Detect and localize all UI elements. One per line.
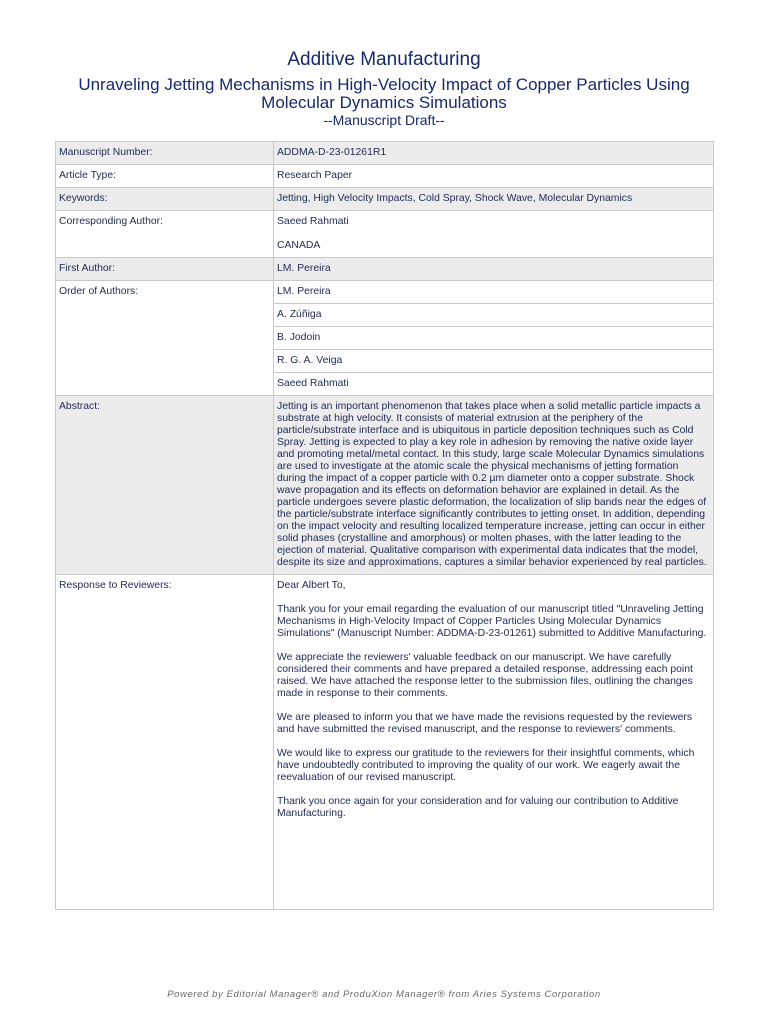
keywords-label: Keywords:: [56, 188, 274, 211]
response-paragraph: Thank you once again for your consideration and for valuing our contribution to Additive Manufacturing.: [277, 796, 679, 819]
document-header: [0, 0, 768, 128]
table-row: [56, 211, 714, 258]
article-type-label: Article Type:: [56, 165, 274, 188]
corresponding-author-value: [274, 211, 714, 258]
author-item: LM. Pereira: [274, 281, 714, 304]
author-item: B. Jodoin: [274, 327, 714, 350]
corresponding-author-name: Saeed Rahmati: [277, 216, 349, 227]
footer-credit: Powered by Editorial Manager® and ProduXion Manager® from Aries Systems Corporation: [167, 989, 601, 1000]
response-paragraph: We would like to express our gratitude to the reviewers for their insightful comments, which have undoubtedly contributed to improving the quality of our work. We eagerly await the reevaluation of our revised manuscript.: [277, 748, 695, 783]
manuscript-number-value: ADDMA-D-23-01261R1: [274, 142, 714, 165]
author-item: R. G. A. Veiga: [274, 350, 714, 373]
author-item: A. Zúñiga: [274, 304, 714, 327]
manuscript-title: Unraveling Jetting Mechanisms in High-Velocity Impact of Copper Particles Using Molecular Dynamics Simulations: [78, 75, 690, 112]
response-paragraph: Thank you for your email regarding the evaluation of our manuscript titled "Unraveling Jetting Mechanisms in High-Velocity Impact of Copper Particles Using Molecular Dynamics Simulations" (Manuscript Number: ADDMA-D-23-01261) submitted to Additive Manufacturing.: [277, 604, 707, 639]
response-paragraph: We appreciate the reviewers' valuable feedback on our manuscript. We have carefully considered their comments and have prepared a detailed response, addressing each point raised. We have attached the response letter to the submission files, outlining the changes made in response to their comments.: [277, 652, 693, 699]
manuscript-number-label: Manuscript Number:: [56, 142, 274, 165]
first-author-label: First Author:: [56, 258, 274, 281]
manuscript-metadata-table: [55, 141, 714, 910]
table-row: [56, 142, 714, 165]
table-row: [56, 258, 714, 281]
journal-title: Additive Manufacturing: [287, 49, 481, 70]
response-to-reviewers-label: Response to Reviewers:: [56, 575, 274, 910]
first-author-value: LM. Pereira: [274, 258, 714, 281]
corresponding-author-label: Corresponding Author:: [56, 211, 274, 258]
table-row: [56, 165, 714, 188]
response-paragraph: We are pleased to inform you that we have made the revisions requested by the reviewers and have submitted the revised manuscript, and the response to reviewers' comments.: [277, 712, 693, 735]
author-item: Saeed Rahmati: [274, 373, 714, 396]
keywords-value: Jetting, High Velocity Impacts, Cold Spray, Shock Wave, Molecular Dynamics: [274, 188, 714, 211]
order-of-authors-label: Order of Authors:: [56, 281, 274, 396]
table-row: [56, 396, 714, 575]
draft-note: --Manuscript Draft--: [323, 112, 445, 128]
article-type-value: Research Paper: [274, 165, 714, 188]
table-row: [56, 188, 714, 211]
table-row: [56, 281, 714, 304]
corresponding-author-country: CANADA: [277, 240, 321, 251]
response-to-reviewers-value: [274, 575, 714, 910]
abstract-text: Jetting is an important phenomenon that takes place when a solid metallic particle impacts a substrate at high velocity. It consists of material extrusion at the periphery of the particle/substrate interface and is ubiquitous in particle deposition techniques such as Cold Spray. Jetting is expected to play a key role in adhesion by removing the native oxide layer and promoting metal/metal contact. In this study, large scale Molecular Dynamics simulations are used to investigate at the atomic scale the physical mechanisms of jetting formation during the impact of a copper particle with 0.2 µm diameter onto a copper substrate. Shock wave propagation and its effects on deformation behavior are explained in detail. As the particle undergoes severe plastic deformation, the localization of slip bands near the edges of the particle/substrate interface significantly contributes to jetting onset. In addition, depending on the impact velocity and resulting localized temperature increase, jetting can occur in either solid phases (crystalline and amorphous) or molten phases, with the latter leading to the ejection of material. Qualitative comparison with experimental data indicates that the model, despite its size and approximations, captures a similar behavior experienced by real particles.: [274, 396, 714, 575]
table-row: [56, 575, 714, 910]
response-paragraph: Dear Albert To,: [277, 580, 346, 591]
abstract-label: Abstract:: [56, 396, 274, 575]
